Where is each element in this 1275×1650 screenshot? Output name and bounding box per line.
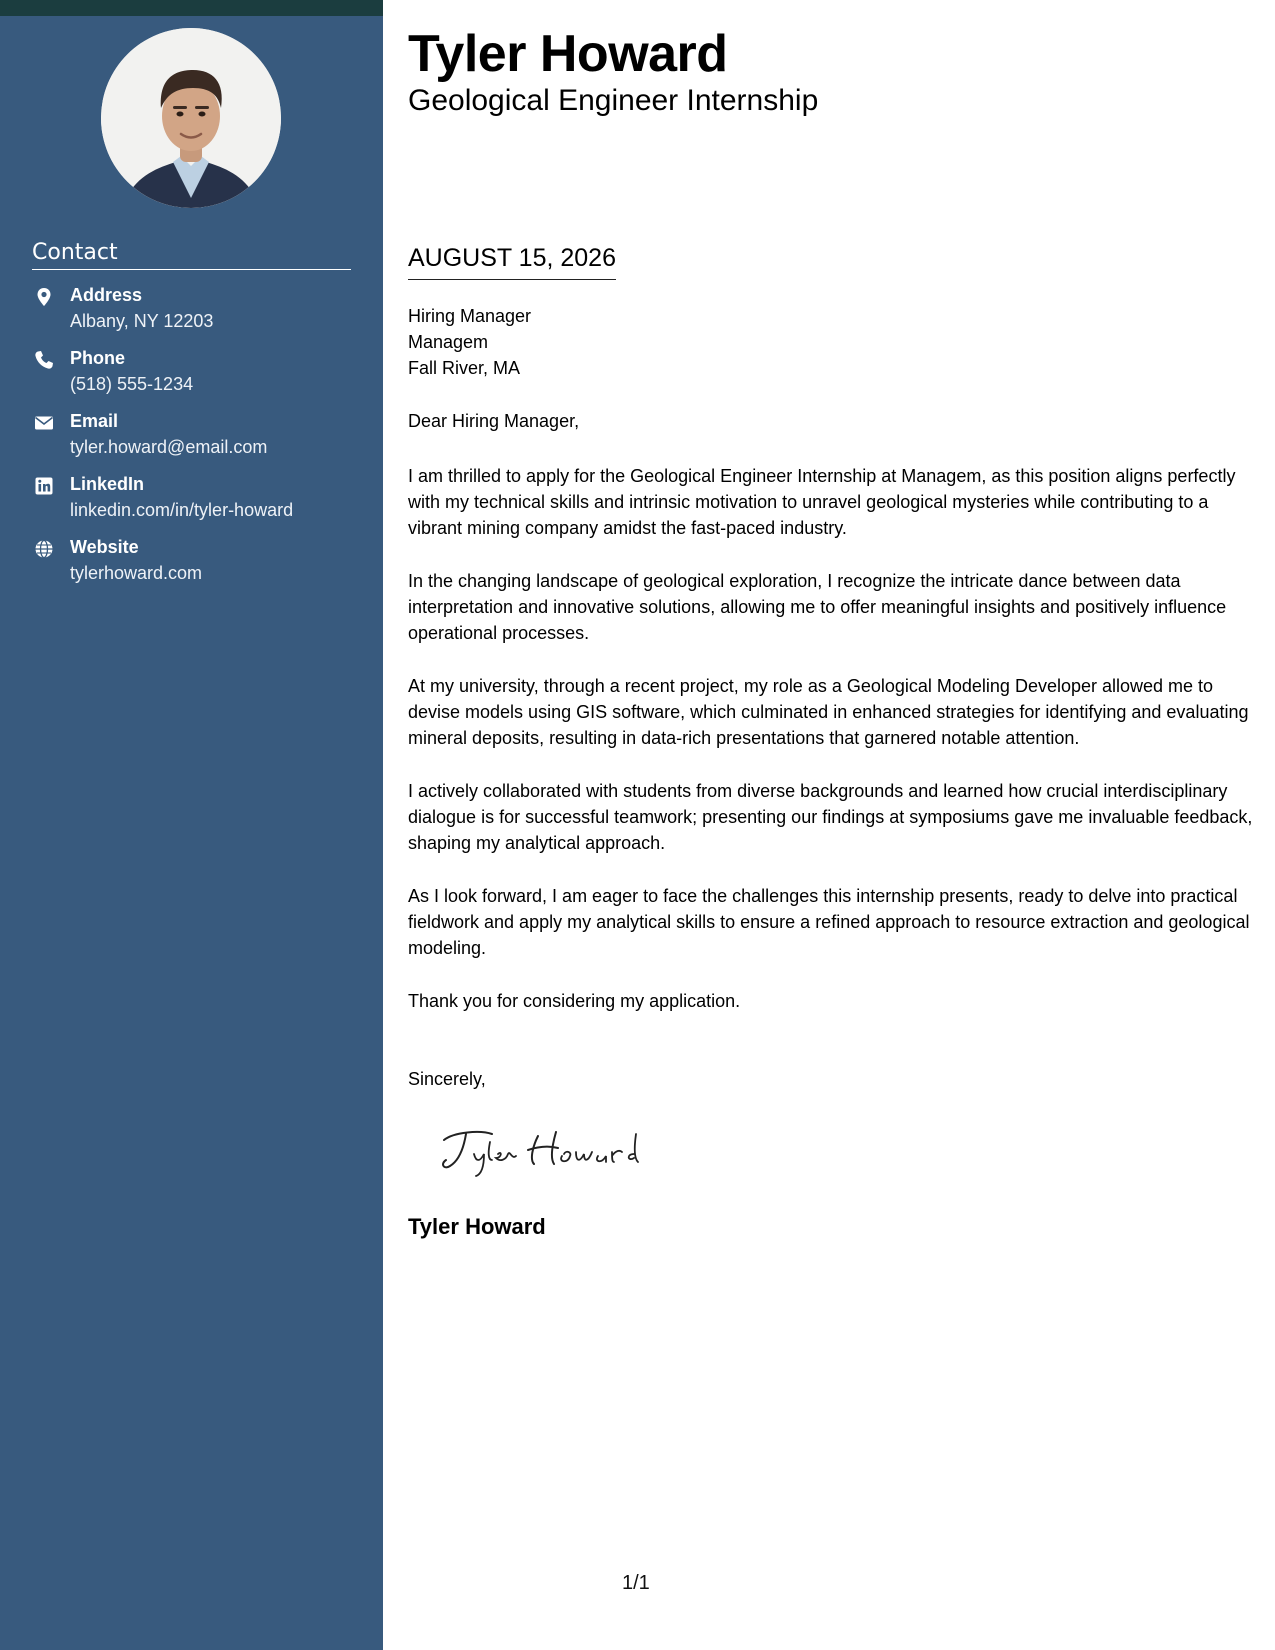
avatar: [101, 28, 281, 208]
profile-photo: [101, 28, 281, 208]
signature: [430, 1118, 670, 1178]
contact-label: LinkedIn: [70, 474, 145, 494]
phone-icon: [34, 350, 54, 370]
contact-item-address: [32, 285, 372, 348]
contact-item-linkedin: [32, 474, 372, 537]
linkedin-icon: [34, 476, 54, 496]
contact-label: Address: [70, 285, 143, 305]
closing: Sincerely,: [408, 1069, 486, 1089]
recipient-line: Fall River, MA: [408, 358, 521, 378]
letter-body: [408, 463, 1258, 1041]
body-paragraph: As I look forward, I am eager to face the challenges this internship presents, ready to delve into practical fieldwork and apply my analytical skills to ensure a refined approach to resource extraction and geological modeling.: [408, 886, 1250, 958]
contact-label: Phone: [70, 348, 126, 368]
contact-label: Website: [70, 537, 139, 557]
contact-value: (518) 555-1234: [70, 374, 194, 394]
body-paragraph: In the changing landscape of geological exploration, I recognize the intricate dance between data interpretation and innovative solutions, allowing me to offer meaningful insights and positively influence operational processes.: [408, 571, 1227, 643]
page-number: 1/1: [622, 1572, 650, 1594]
contact-item-website: [32, 537, 372, 600]
body-paragraph: Thank you for considering my application.: [408, 991, 741, 1011]
letter-date: AUGUST 15, 2026: [408, 244, 616, 280]
sidebar-top-bar: [0, 0, 383, 16]
signature-image: [430, 1118, 670, 1178]
contact-list: [32, 285, 372, 600]
salutation: Dear Hiring Manager,: [408, 411, 580, 431]
contact-value[interactable]: tylerhoward.com: [70, 563, 203, 583]
recipient-line: Hiring Manager: [408, 306, 532, 326]
recipient-line: Managem: [408, 332, 489, 352]
applicant-name: Tyler Howard: [408, 25, 728, 83]
contact-heading: Contact: [32, 240, 351, 270]
location-pin-icon: [34, 287, 54, 307]
contact-value: Albany, NY 12203: [70, 311, 214, 331]
globe-icon: [34, 539, 54, 559]
body-paragraph: At my university, through a recent project, my role as a Geological Modeling Developer allowed me to devise models using GIS software, which culminated in enhanced strategies for identifying and evaluating mineral deposits, resulting in data-rich presentations that garnered notable attention.: [408, 676, 1249, 748]
envelope-icon: [34, 413, 54, 433]
contact-item-email: [32, 411, 372, 474]
sidebar: [0, 0, 383, 1650]
contact-item-phone: [32, 348, 372, 411]
contact-value[interactable]: linkedin.com/in/tyler-howard: [70, 500, 294, 520]
contact-label: Email: [70, 411, 119, 431]
job-title: Geological Engineer Internship: [408, 84, 819, 117]
signer-name: Tyler Howard: [408, 1214, 546, 1239]
body-paragraph: I actively collaborated with students from diverse backgrounds and learned how crucial interdisciplinary dialogue is for successful teamwork; presenting our findings at symposiums gave me invaluable feedback, shaping my analytical approach.: [408, 781, 1253, 853]
recipient-block: [408, 303, 531, 381]
body-paragraph: I am thrilled to apply for the Geological Engineer Internship at Managem, as this position aligns perfectly with my technical skills and intrinsic motivation to unravel geological mysteries while contributing to a vibrant mining company amidst the fast-paced industry.: [408, 466, 1236, 538]
contact-value: tyler.howard@email.com: [70, 437, 268, 457]
